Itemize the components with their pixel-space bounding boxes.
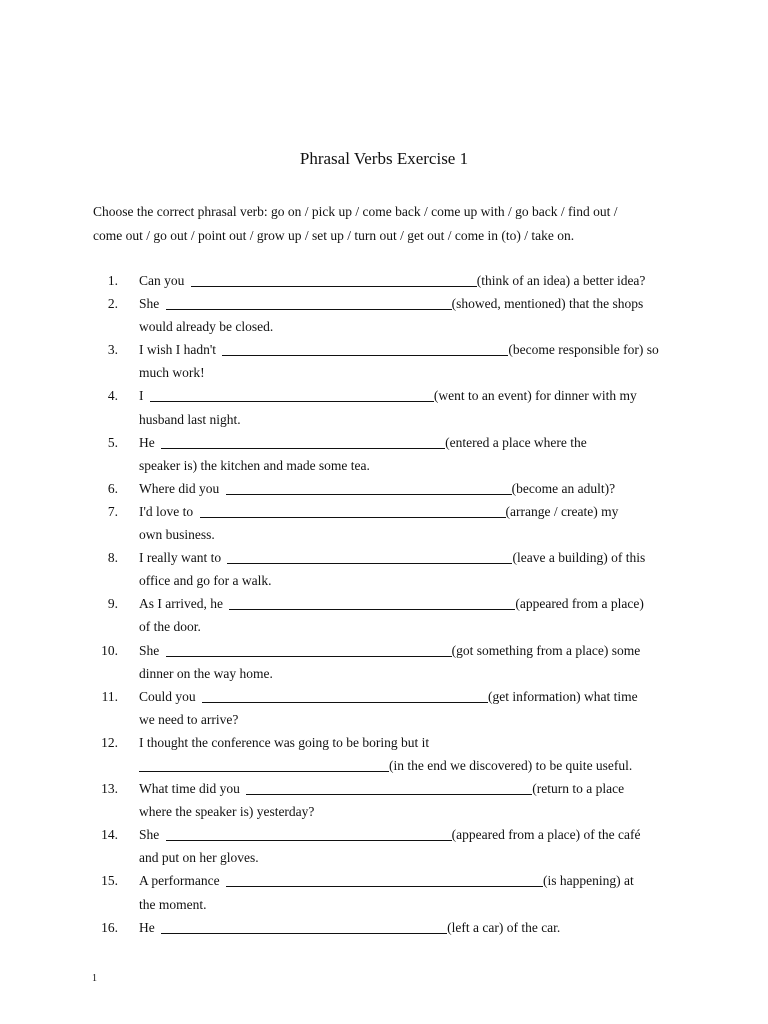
answer-blank[interactable] [161, 919, 447, 934]
exercise-item [0, 823, 768, 869]
exercise-item [0, 639, 768, 685]
exercise-item [0, 500, 768, 546]
answer-blank[interactable] [139, 757, 389, 772]
exercise-item [0, 431, 768, 477]
item-number: 10. [101, 642, 118, 658]
item-number: 12. [101, 734, 118, 750]
item-hint: (showed, mentioned) that the shops [451, 296, 644, 312]
exercise-item [0, 731, 768, 777]
item-hint: (is happening) at [542, 873, 634, 889]
item-continuation: husband last night. [139, 411, 241, 427]
item-hint: (appeared from a place) of the café [451, 827, 641, 843]
item-continuation: of the door. [139, 619, 201, 635]
item-number: 3. [107, 342, 118, 358]
exercise-item [0, 592, 768, 638]
item-number: 16. [101, 919, 118, 935]
item-hint: (return to a place [532, 781, 625, 797]
item-hint: (went to an event) for dinner with my [433, 388, 637, 404]
item-hint: (get information) what time [488, 688, 638, 704]
exercise-item [0, 869, 768, 915]
item-continuation: own business. [139, 527, 215, 543]
item-number: 14. [101, 827, 118, 843]
item-number: 1. [107, 273, 118, 288]
item-number: 4. [107, 388, 118, 404]
item-prompt: She [139, 827, 160, 843]
answer-blank[interactable] [229, 595, 515, 610]
item-continuation: dinner on the way home. [139, 665, 273, 681]
item-continuation: we need to arrive? [139, 711, 239, 727]
item-hint: (entered a place where the [445, 434, 587, 450]
item-hint: (leave a building) of this [512, 550, 646, 566]
answer-blank[interactable] [226, 872, 543, 887]
item-number: 11. [101, 688, 118, 704]
item-prompt: She [139, 296, 160, 312]
item-hint: (become an adult)? [511, 480, 616, 496]
instructions [93, 200, 693, 247]
exercise-item [0, 546, 768, 592]
item-prompt: He [139, 434, 155, 450]
answer-blank[interactable] [222, 341, 508, 356]
answer-blank[interactable] [166, 295, 452, 310]
item-hint: (in the end we discovered) to be quite useful. [389, 757, 633, 773]
item-continuation: the moment. [139, 896, 207, 912]
answer-blank[interactable] [166, 826, 452, 841]
item-hint: (become responsible for) so [508, 342, 659, 358]
item-prompt: What time did you [139, 781, 240, 797]
item-hint: (got something from a place) some [451, 642, 641, 658]
item-prompt: I wish I hadn't [139, 342, 217, 358]
answer-blank[interactable] [246, 780, 532, 795]
exercise-item [0, 384, 768, 430]
answer-blank[interactable] [226, 480, 512, 495]
answer-blank[interactable] [200, 503, 506, 518]
item-prompt: I really want to [139, 550, 222, 566]
item-prompt: He [139, 919, 155, 935]
answer-blank[interactable] [166, 642, 452, 657]
item-hint: (think of an idea) a better idea? [476, 273, 646, 288]
item-prompt: Where did you [139, 480, 220, 496]
item-prompt: A performance [139, 873, 220, 889]
item-number: 5. [107, 434, 118, 450]
exercise-item [0, 777, 768, 823]
item-number: 7. [107, 503, 118, 519]
answer-blank[interactable] [150, 387, 434, 402]
exercise-item [0, 916, 768, 939]
item-hint: (arrange / create) my [505, 503, 619, 519]
item-prompt: I [139, 388, 144, 404]
exercise-item [0, 269, 768, 292]
page-title: Phrasal Verbs Exercise 1 [299, 149, 469, 168]
item-number: 15. [101, 873, 118, 889]
answer-blank[interactable] [227, 549, 512, 564]
item-number: 9. [107, 596, 118, 612]
item-number: 8. [107, 550, 118, 566]
item-number: 6. [107, 480, 118, 496]
item-prompt: As I arrived, he [139, 596, 223, 612]
answer-blank[interactable] [191, 272, 477, 287]
item-continuation: would already be closed. [139, 319, 274, 335]
item-prompt: Can you [139, 273, 185, 288]
item-number: 13. [101, 781, 118, 797]
item-continuation: speaker is) the kitchen and made some tea. [139, 457, 370, 473]
item-hint: (appeared from a place) [515, 596, 644, 612]
instructions-line-2: come out / go out / point out / grow up / set up / turn out / get out / come in (to) / take on. [93, 227, 575, 243]
item-prompt: She [139, 642, 160, 658]
item-hint: (left a car) of the car. [447, 919, 561, 935]
item-continuation: where the speaker is) yesterday? [139, 804, 315, 820]
item-number: 2. [107, 296, 118, 312]
exercise-item [0, 477, 768, 500]
exercise-item [0, 338, 768, 384]
item-continuation: much work! [139, 365, 205, 381]
item-continuation: and put on her gloves. [139, 850, 259, 866]
page-number: 1 [92, 973, 97, 984]
answer-blank[interactable] [202, 688, 488, 703]
exercise-list [0, 269, 768, 939]
item-continuation: office and go for a walk. [139, 573, 272, 589]
item-prompt: I thought the conference was going to be boring but it [139, 734, 430, 750]
instructions-line-1: Choose the correct phrasal verb: go on / pick up / come back / come up with / go back / find out / [93, 204, 618, 219]
exercise-item [0, 292, 768, 338]
item-prompt: Could you [139, 688, 196, 704]
answer-blank[interactable] [161, 434, 445, 449]
exercise-item [0, 685, 768, 731]
item-prompt: I'd love to [139, 503, 194, 519]
